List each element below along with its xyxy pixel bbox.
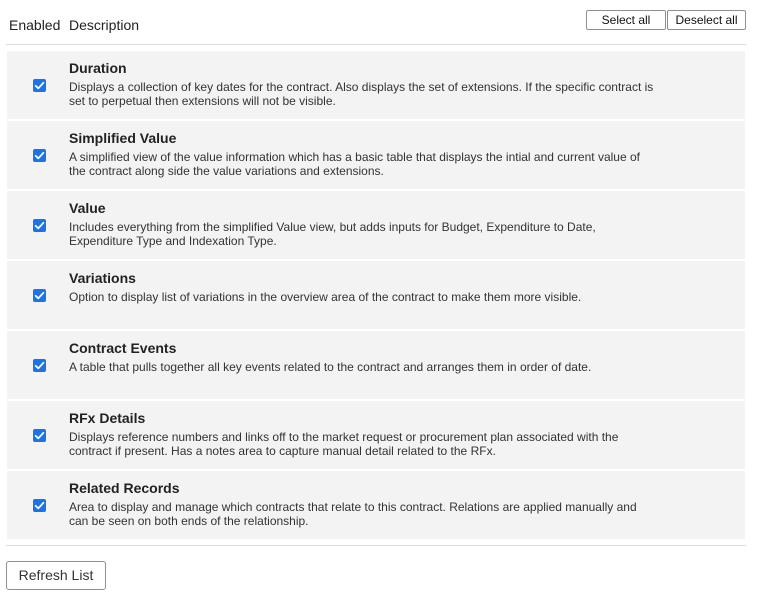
enabled-checkbox[interactable] <box>33 219 46 232</box>
list-item <box>7 51 745 119</box>
item-title: RFx Details <box>69 410 146 426</box>
checkmark-icon <box>33 359 46 372</box>
checkmark-icon <box>33 219 46 232</box>
divider <box>6 545 746 546</box>
item-description: Displays a collection of key dates for the contract. Also displays the set of extensions. If the specific contract is set to perpetual then extensions will not be visible. <box>69 80 654 108</box>
enabled-checkbox[interactable] <box>33 149 46 162</box>
item-description: Area to display and manage which contracts that relate to this contract. Relations are applied manually and can be seen on both ends of the relationship. <box>69 500 637 528</box>
enabled-checkbox[interactable] <box>33 359 46 372</box>
list-item <box>7 261 745 329</box>
item-description: Displays reference numbers and links off to the market request or procurement plan associated with the contract if present. Has a notes area to capture manual detail related to the RFx. <box>69 430 619 458</box>
list-item <box>7 331 745 399</box>
enabled-checkbox[interactable] <box>33 499 46 512</box>
item-description: A table that pulls together all key events related to the contract and arranges them in order of date. <box>69 360 592 374</box>
feature-list <box>7 51 745 541</box>
checkmark-icon <box>33 429 46 442</box>
column-header-description: Description <box>69 17 140 33</box>
enabled-checkbox[interactable] <box>33 429 46 442</box>
list-header <box>0 0 758 46</box>
list-item <box>7 191 745 259</box>
item-description: Includes everything from the simplified Value view, but adds inputs for Budget, Expenditure to Date, Expenditure Type and Indexation Type. <box>69 220 596 248</box>
select-all-button[interactable]: Select all <box>586 10 666 30</box>
deselect-all-button[interactable]: Deselect all <box>667 10 746 30</box>
list-item <box>7 401 745 469</box>
item-title: Variations <box>69 270 136 286</box>
item-title: Simplified Value <box>69 130 177 146</box>
checkmark-icon <box>33 289 46 302</box>
list-item <box>7 121 745 189</box>
divider <box>6 44 746 45</box>
checkmark-icon <box>33 499 46 512</box>
checkmark-icon <box>33 79 46 92</box>
list-item <box>7 471 745 539</box>
item-title: Duration <box>69 60 127 76</box>
refresh-list-button[interactable]: Refresh List <box>6 561 106 590</box>
enabled-checkbox[interactable] <box>33 79 46 92</box>
item-title: Value <box>69 200 106 216</box>
checkmark-icon <box>33 149 46 162</box>
enabled-checkbox[interactable] <box>33 289 46 302</box>
item-title: Related Records <box>69 480 180 496</box>
item-description: A simplified view of the value information which has a basic table that displays the intial and current value of the contract along side the value variations and extensions. <box>69 150 640 178</box>
item-description: Option to display list of variations in the overview area of the contract to make them more visible. <box>69 290 582 304</box>
column-header-enabled: Enabled <box>9 17 61 33</box>
item-title: Contract Events <box>69 340 177 356</box>
